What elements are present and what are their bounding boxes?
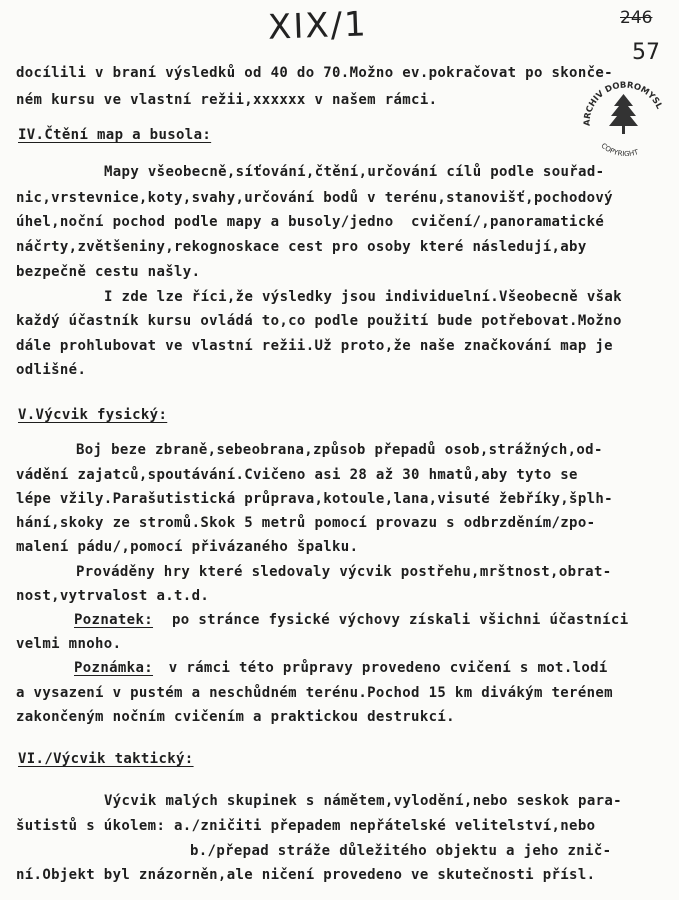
body-line: Výcvik malých skupinek s námětem,vylodění,nebo seskok para- — [104, 793, 622, 809]
body-line: hání,skoky ze stromů.Skok 5 metrů pomocí provazu s odbrzděním/zpo- — [16, 515, 596, 531]
archive-stamp — [576, 76, 672, 156]
body-line: velmi mnoho. — [16, 636, 122, 652]
body-line: b./přepad stráže důležitého objektu a jeho znič- — [190, 843, 612, 859]
body-line: ném kursu ve vlastní režii,xxxxxx v našem rámci. — [16, 92, 438, 108]
poznamka-label: Poznámka: — [74, 660, 154, 676]
handwritten-page-number: 246 — [620, 8, 653, 28]
body-line: I zde lze říci,že výsledky jsou individuelní.Všeobecně však — [104, 289, 622, 305]
section-heading: VI./Výcvik taktický: — [18, 751, 194, 767]
poznatek-label: Poznatek: — [74, 612, 154, 628]
handwritten-folio-number: XIX/1 — [267, 4, 369, 48]
body-line: každý účastník kursu ovládá to,co podle použití bude potřebovat.Možno — [16, 313, 622, 329]
body-line: Prováděny hry které sledovaly výcvik postřehu,mrštnost,obrat- — [76, 564, 612, 580]
body-line: náčrty,zvětšeniny,rekognoskace cest pro osoby které následují,aby — [16, 239, 587, 255]
svg-text:ARCHIV DOBROMYSL: ARCHIV DOBROMYSL — [582, 80, 664, 127]
svg-text:COPYRIGHT: COPYRIGHT — [599, 141, 640, 156]
body-line: nic,vrstevnice,koty,svahy,určování bodů v terénu,stanovišť,pochodový — [16, 190, 613, 206]
handwritten-side-number: 57 — [632, 40, 660, 65]
archive-stamp-graphic — [576, 76, 672, 156]
body-line: zakončeným nočním cvičením a praktickou destrukcí. — [16, 709, 455, 725]
body-line: lépe vžily.Parašutistická průprava,kotoule,lana,visuté žebříky,šplh- — [16, 491, 613, 507]
body-line: vádění zajatců,spoutávání.Cvičeno asi 28 až 30 hmatů,aby tyto se — [16, 467, 578, 483]
body-line: malení pádu/,pomocí přivázaného špalku. — [16, 539, 359, 555]
body-line: nost,vytrvalost a.t.d. — [16, 588, 210, 604]
section-heading: IV.Čtění map a busola: — [18, 127, 212, 143]
body-line: bezpečně cestu našly. — [16, 264, 201, 280]
body-line: Mapy všeobecně,síťování,čtění,určování cílů podle souřad- — [104, 164, 605, 180]
body-line: ní.Objekt byl znázorněn,ale ničení provedeno ve skutečnosti přísl. — [16, 867, 596, 883]
tree-emblem-icon — [609, 94, 638, 134]
body-line: v rámci této průpravy provedeno cvičení s mot.lodí — [160, 660, 608, 676]
body-line: Boj beze zbraně,sebeobrana,způsob přepadů osob,strážných,od- — [76, 442, 603, 458]
body-line: po stránce fysické výchovy získali všichni účastníci — [172, 612, 629, 628]
section-heading: V.Výcvik fysický: — [18, 407, 168, 423]
body-line: a vysazení v pustém a neschůdném terénu.Pochod 15 km divákým terénem — [16, 685, 613, 701]
body-line: úhel,noční pochod podle mapy a busoly/jedno cvičení/,panoramatické — [16, 214, 605, 230]
body-line: dále prohlubovat ve vlastní režii.Už proto,že naše značkování map je — [16, 338, 613, 354]
body-line: odlišné. — [16, 362, 87, 378]
body-line: šutistů s úkolem: a./zničiti přepadem nepřátelské velitelství,nebo — [16, 818, 596, 834]
body-line: docílili v braní výsledků od 40 do 70.Možno ev.pokračovat po skonče- — [16, 65, 613, 81]
